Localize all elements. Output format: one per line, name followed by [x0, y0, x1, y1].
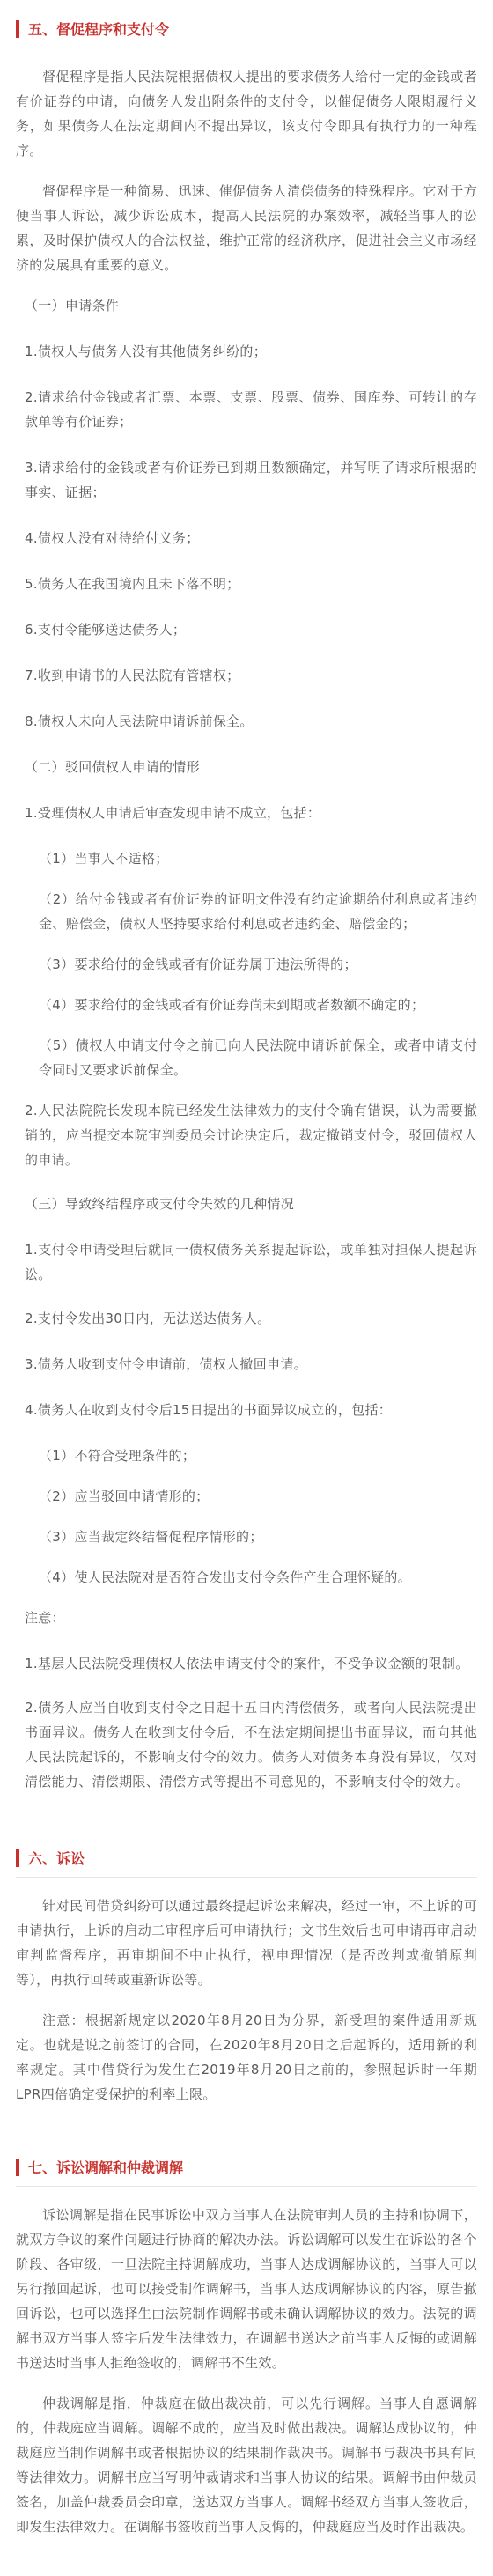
list-item: 2.请求给付金钱或者汇票、本票、支票、股票、债券、国库券、可转让的存款单等有价证券； [25, 389, 477, 430]
list-item: 2.支付令发出30日内，无法送达债务人。 [25, 1310, 271, 1326]
sub-list-item: （2）给付金钱或者有价证券的证明文件没有约定逾期给付利息或者违约金、赔偿金，债权人坚持要求给付利息或者违约金、赔偿金的； [39, 891, 477, 932]
subheading: （一）申请条件 [25, 298, 120, 314]
section-title: 五、督促程序和支付令 [28, 21, 170, 38]
list-item: 5.债务人在我国境内且未下落不明； [25, 576, 240, 592]
note-item: 1.基层人民法院受理债权人依法申请支付令的案件，不受争议金额的限制。 [25, 1656, 469, 1672]
section-heading [16, 2152, 477, 2187]
sub-list-item: （3）要求给付的金钱或者有价证券属于违法所得的； [39, 956, 357, 972]
list-item: 3.请求给付的金钱或者有价证券已到期且数额确定，并写明了请求所根据的事实、证据； [25, 460, 477, 500]
paragraph: 注意：根据新规定以2020年8月20日为分界，新受理的案件适用新规定。也就是说之前签订的合同，在2020年8月20日之后起诉的，适用新的利率规定。其中借贷行为发生在2019年8月20日之前的，参照起诉时一年期LPR四倍确定受保护的利率上限。 [16, 2012, 477, 2102]
note-label: 注意： [25, 1610, 65, 1626]
sub-list-item: （1）当事人不适格； [39, 851, 169, 867]
section-heading [16, 14, 477, 48]
list-item: 1.受理债权人申请后审查发现申请不成立，包括： [25, 805, 321, 821]
section-heading [16, 1843, 477, 1878]
section-litigation [16, 1843, 477, 2107]
sub-list-item: （3）应当裁定终结督促程序情形的； [39, 1529, 263, 1545]
paragraph: 诉讼调解是指在民事诉讼中双方当事人在法院审判人员的主持和协调下，就双方争议的案件问题进行协商的解决办法。诉讼调解可以发生在诉讼的各个阶段、各审级，一旦法院主持调解成功，当事人达成调解协议的，当事人可以另行撤回起诉，也可以接受制作调解书，当事人达成调解协议的内容，原告撤回诉讼，也可以选择生由法院制作调解书或未确认调解协议的效力。法院的调解书双方当事人签字后发生法律效力，在调解书送达之前当事人反悔的或调解书送达时当事人拒绝签收的，调解书不生效。 [16, 2207, 477, 2371]
list-item: 7.收到申请书的人民法院有管辖权； [25, 668, 240, 683]
list-item: 6.支付令能够送达债务人； [25, 622, 187, 638]
sub-list-item: （1）不符合受理条件的； [39, 1448, 196, 1464]
list-item: 3.债务人收到支付令申请前，债权人撤回申请。 [25, 1356, 307, 1372]
paragraph: 针对民间借贷纠纷可以通过最终提起诉讼来解决，经过一审，不上诉的可申请执行，上诉的启动二审程序后可申请执行；文书生效后也可申请再审启动审判监督程序，再审期间不中止执行，视申理情况（是否改判或撤销原判等），再执行回转或重新诉讼等。 [16, 1898, 477, 1988]
section-mediation [16, 2152, 477, 2539]
subheading: （二）驳回债权人申请的情形 [25, 759, 200, 775]
paragraph: 督促程序是一种简易、迅速、催促债务人清偿债务的特殊程序。它对于方便当事人诉讼，减少诉讼成本，提高人民法院的办案效率，减轻当事人的讼累，及时保护债权人的合法权益，维护正常的经济秩序，促进社会主义市场经济的发展具有重要的意义。 [16, 183, 477, 273]
section-supervision-procedure [16, 14, 477, 1794]
heading-accent-bar [16, 20, 19, 38]
sub-list-item: （4）使人民法院对是否符合发出支付令条件产生合理怀疑的。 [39, 1569, 411, 1585]
section-title: 六、诉讼 [28, 1850, 85, 1867]
section-spacer [16, 2122, 477, 2149]
section-title: 七、诉讼调解和仲裁调解 [28, 2159, 184, 2176]
subheading: （三）导致终结程序或支付令失效的几种情况 [25, 1196, 295, 1212]
list-item: 8.债权人未向人民法院申请诉前保全。 [25, 713, 254, 729]
paragraph: 督促程序是指人民法院根据债权人提出的要求债务人给付一定的金钱或者有价证券的申请，向债务人发出附条件的支付令，以催促债务人限期履行义务，如果债务人在法定期间内不提出异议，该支付令即具有执行力的一种程序。 [16, 69, 477, 159]
section-spacer [16, 1813, 477, 1840]
list-item: 4.债权人没有对待给付义务； [25, 530, 200, 546]
sub-list-item: （4）要求给付的金钱或者有价证券尚未到期或者数额不确定的； [39, 997, 425, 1013]
list-item: 1.支付令申请受理后就同一债权债务关系提起诉讼，或单独对担保人提起诉讼。 [25, 1242, 477, 1282]
list-item: 1.债权人与债务人没有其他债务纠纷的； [25, 343, 268, 359]
sub-list-item: （5）债权人申请支付令之前已向人民法院申请诉前保全，或者申请支付令同时又要求诉前保全。 [39, 1037, 477, 1078]
list-item: 4.债务人在收到支付令后15日提出的书面异议成立的，包括： [25, 1402, 393, 1418]
sub-list-item: （2）应当驳回申请情形的； [39, 1488, 210, 1504]
paragraph: 仲裁调解是指，仲裁庭在做出裁决前，可以先行调解。当事人自愿调解的，仲裁庭应当调解。调解不成的，应当及时做出裁决。调解达成协议的，仲裁庭应当制作调解书或者根据协议的结果制作裁决书。调解书与裁决书具有同等法律效力。调解书应当写明仲裁请求和当事人协议的结果。调解书由仲裁员签名，加盖仲裁委员会印章，送达双方当事人。调解书经双方当事人签收后，即发生法律效力。在调解书签收前当事人反悔的，仲裁庭应当及时作出裁决。 [16, 2395, 477, 2535]
note-item: 2.债务人应当自收到支付令之日起十五日内清偿债务，或者向人民法院提出书面异议。债务人在收到支付令后，不在法定期间提出书面异议，而向其他人民法院起诉的，不影响支付令的效力。债务人对债务本身没有异议，仅对清偿能力、清偿期限、清偿方式等提出不同意见的，不影响支付令的效力。 [25, 1700, 477, 1790]
heading-accent-bar [16, 1849, 19, 1867]
heading-accent-bar [16, 2159, 19, 2176]
list-item: 2.人民法院院长发现本院已经发生法律效力的支付令确有错误，认为需要撤销的，应当提交本院审判委员会讨论决定后，裁定撤销支付令，驳回债权人的申请。 [25, 1103, 477, 1168]
